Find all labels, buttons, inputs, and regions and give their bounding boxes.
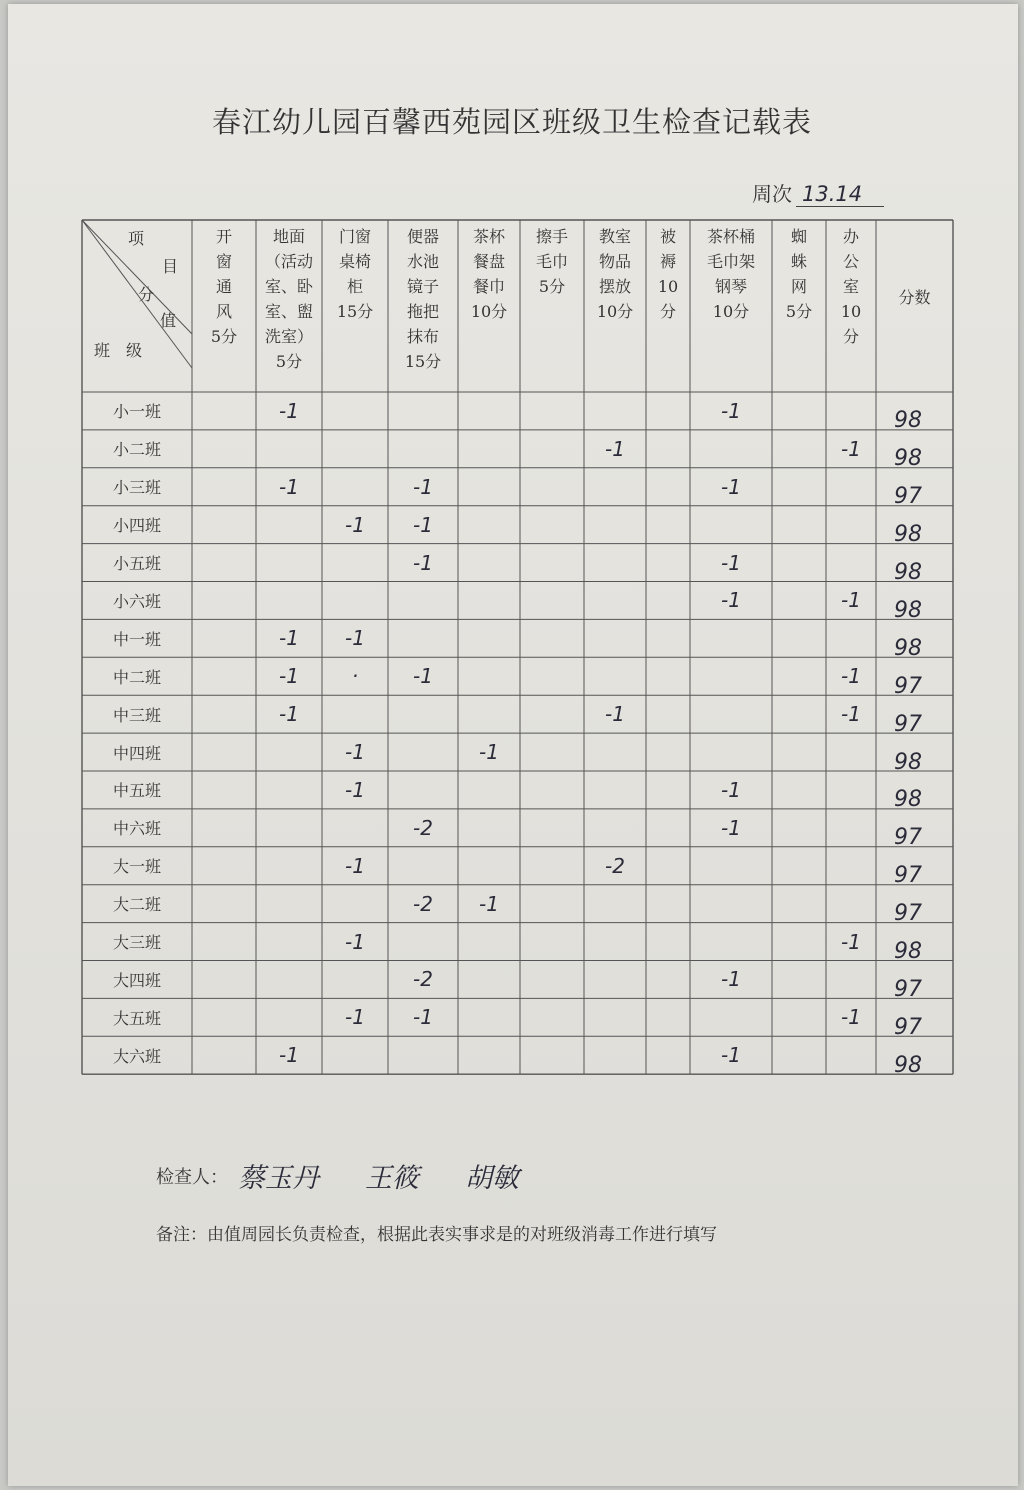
deduction-mark: · <box>351 664 359 689</box>
deduction-mark: -2 <box>605 853 625 878</box>
column-header: 地面 （活动 室、卧 室、盥 洗室） 5分 <box>264 227 313 371</box>
deduction-mark: -1 <box>841 664 861 689</box>
deduction-mark: -1 <box>279 702 299 727</box>
deduction-mark: -1 <box>345 777 365 802</box>
deduction-mark: -1 <box>413 1005 433 1030</box>
class-name-cell: 大二班 <box>112 895 161 915</box>
column-header: 教室 物品 摆放 10分 <box>596 227 634 321</box>
class-name-cell: 大一班 <box>112 857 161 877</box>
corner-item: 项 <box>128 229 145 248</box>
remark-note: 备注：由值周园长负责检查，根据此表实事求是的对班级消毒工作进行填写 <box>156 1225 717 1245</box>
score-cell: 98 <box>894 446 922 472</box>
deduction-mark: -2 <box>413 967 433 992</box>
score-cell: 98 <box>894 597 922 623</box>
class-name-cell: 小二班 <box>112 440 161 460</box>
score-cell: 98 <box>894 939 922 965</box>
signature-2: 王筱 <box>365 1163 419 1194</box>
class-name-cell: 中三班 <box>112 705 161 725</box>
corner-fen: 分 <box>138 285 155 304</box>
deduction-mark: -1 <box>479 740 499 765</box>
form-title: 春江幼儿园百馨西苑园区班级卫生检查记载表 <box>211 105 812 139</box>
class-name-cell: 大三班 <box>112 933 161 953</box>
deduction-mark: -1 <box>345 853 365 878</box>
deduction-mark: -1 <box>279 474 299 499</box>
deduction-mark: -1 <box>721 474 741 499</box>
deduction-mark: -1 <box>279 1043 299 1068</box>
score-cell: 97 <box>894 901 922 927</box>
deduction-mark: -1 <box>345 512 365 537</box>
deduction-mark: -2 <box>413 815 433 840</box>
inspector-label: 检查人： <box>156 1166 228 1188</box>
class-name-cell: 中五班 <box>112 781 161 801</box>
deduction-mark: -1 <box>841 436 861 461</box>
column-header: 茶杯桶 毛巾架 钢琴 10分 <box>706 227 755 321</box>
class-name-cell: 小一班 <box>112 402 161 422</box>
column-header: 蜘 蛛 网 5分 <box>785 227 813 321</box>
score-cell: 97 <box>894 1014 922 1040</box>
score-cell: 97 <box>894 825 922 851</box>
class-name-cell: 中四班 <box>112 743 161 763</box>
deduction-mark: -1 <box>721 588 741 613</box>
deduction-mark: -1 <box>413 664 433 689</box>
score-cell: 97 <box>894 673 922 699</box>
score-cell: 98 <box>894 408 922 434</box>
class-name-cell: 小六班 <box>112 591 161 611</box>
deduction-mark: -1 <box>721 550 741 575</box>
score-cell: 98 <box>894 635 922 661</box>
column-header: 擦手 毛巾 5分 <box>535 227 568 296</box>
deduction-mark: -1 <box>721 398 741 423</box>
class-name-cell: 中一班 <box>112 629 161 649</box>
column-header: 便器 水池 镜子 拖把 抹布 15分 <box>404 227 442 371</box>
deduction-mark: -1 <box>721 967 741 992</box>
deduction-mark: -1 <box>279 398 299 423</box>
column-header: 茶杯 餐盘 餐巾 10分 <box>470 227 508 321</box>
column-header: 开 窗 通 风 5分 <box>210 227 238 346</box>
deduction-mark: -1 <box>841 929 861 954</box>
deduction-mark: -1 <box>721 777 741 802</box>
deduction-mark: -1 <box>721 815 741 840</box>
class-name-cell: 小五班 <box>112 554 161 574</box>
deduction-mark: -1 <box>413 512 433 537</box>
class-name-cell: 大五班 <box>112 1008 161 1028</box>
score-cell: 98 <box>894 749 922 775</box>
score-cell: 98 <box>894 787 922 813</box>
deduction-mark: -1 <box>345 626 365 651</box>
score-cell: 98 <box>894 560 922 586</box>
week-value: 13.14 <box>796 182 884 207</box>
score-cell: 98 <box>894 522 922 548</box>
deduction-mark: -1 <box>345 740 365 765</box>
deduction-mark: -1 <box>279 626 299 651</box>
inspector-line <box>156 1156 565 1195</box>
score-cell: 98 <box>894 1052 922 1078</box>
class-name-cell: 中六班 <box>112 819 161 839</box>
score-cell: 97 <box>894 484 922 510</box>
deduction-mark: -1 <box>605 436 625 461</box>
signature-3: 胡敏 <box>465 1163 519 1194</box>
class-name-cell: 小三班 <box>112 478 161 498</box>
class-name-cell: 小四班 <box>112 516 161 536</box>
deduction-mark: -1 <box>345 1005 365 1030</box>
deduction-mark: -1 <box>413 474 433 499</box>
column-header: 门窗 桌椅 柜 15分 <box>336 227 374 321</box>
score-cell: 97 <box>894 711 922 737</box>
class-name-cell: 大六班 <box>112 1046 161 1066</box>
score-cell: 97 <box>894 863 922 889</box>
deduction-mark: -1 <box>605 702 625 727</box>
corner-mu: 目 <box>162 257 179 276</box>
column-header: 分数 <box>898 287 931 307</box>
column-header: 被 褥 10 分 <box>657 227 679 321</box>
signature-1: 蔡玉丹 <box>238 1163 319 1194</box>
deduction-mark: -1 <box>841 1005 861 1030</box>
deduction-mark: -1 <box>413 550 433 575</box>
column-header: 办 公 室 10 分 <box>840 227 862 346</box>
deduction-mark: -2 <box>413 891 433 916</box>
class-name-cell: 中二班 <box>112 667 161 687</box>
deduction-mark: -1 <box>345 929 365 954</box>
deduction-mark: -1 <box>721 1043 741 1068</box>
deduction-mark: -1 <box>479 891 499 916</box>
deduction-mark: -1 <box>279 664 299 689</box>
deduction-mark: -1 <box>841 588 861 613</box>
corner-zhi: 值 <box>160 311 177 330</box>
week-label: 周次 <box>752 182 792 206</box>
deduction-mark: -1 <box>841 702 861 727</box>
score-cell: 97 <box>894 976 922 1002</box>
class-name-cell: 大四班 <box>112 970 161 990</box>
corner-class-label: 班 级 <box>94 341 143 360</box>
